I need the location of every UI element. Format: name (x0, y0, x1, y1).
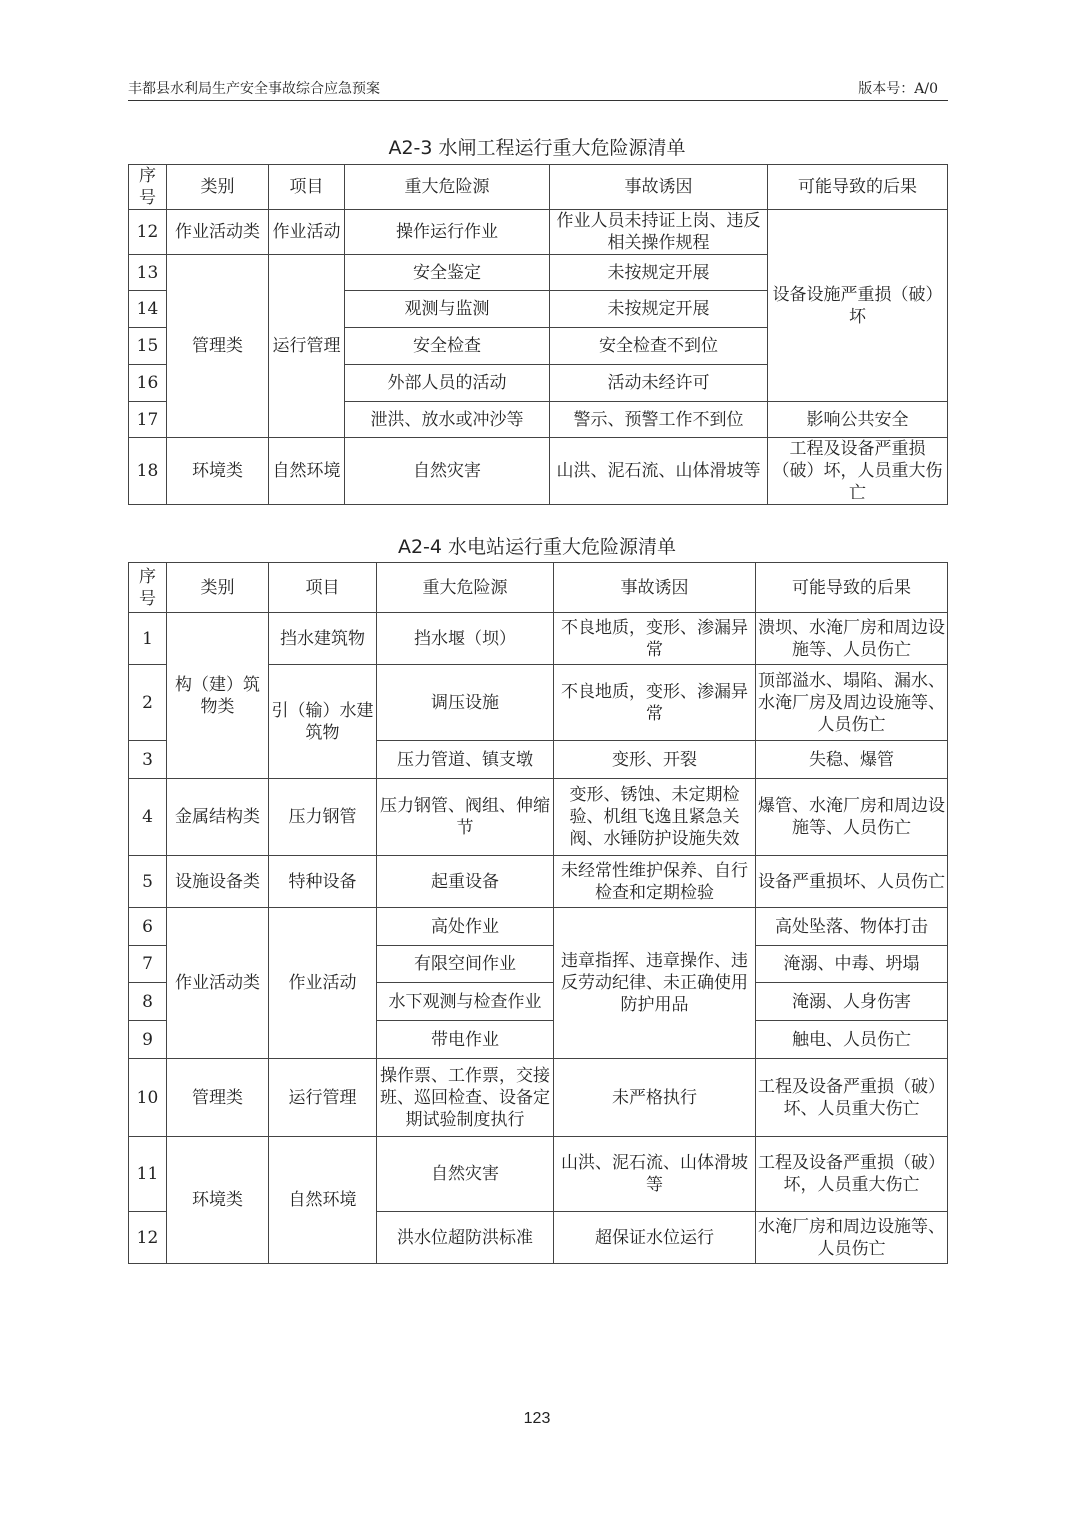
cause-cell: 违章指挥、违章操作、违反劳动纪律、未正确使用防护用品 (554, 908, 756, 1059)
consequence-cell: 失稳、爆管 (756, 741, 948, 779)
consequence-cell: 影响公共安全 (768, 402, 948, 438)
table-row (129, 856, 948, 908)
sluice-hazard-table (128, 164, 948, 505)
row-number: 5 (129, 856, 167, 908)
column-header: 项目 (269, 563, 377, 613)
category-cell: 设施设备类 (167, 856, 269, 908)
row-number: 8 (129, 983, 167, 1021)
hazard-cell: 安全鉴定 (345, 255, 550, 291)
hazard-cell: 外部人员的活动 (345, 365, 550, 402)
row-number: 17 (129, 402, 167, 438)
table2-title: A2-4 水电站运行重大危险源清单 (397, 536, 677, 558)
consequence-cell: 顶部溢水、塌陷、漏水、水淹厂房及周边设施等、人员伤亡 (756, 665, 948, 741)
hazard-cell: 自然灾害 (345, 438, 550, 505)
cause-cell: 未经常性维护保养、自行检查和定期检验 (554, 856, 756, 908)
page-header (128, 78, 948, 101)
consequence-cell: 水淹厂房和周边设施等、人员伤亡 (756, 1212, 948, 1264)
column-header: 类别 (167, 563, 269, 613)
row-number: 18 (129, 438, 167, 505)
item-cell: 自然环境 (269, 438, 345, 505)
row-number: 12 (129, 1212, 167, 1264)
item-cell: 作业活动 (269, 210, 345, 255)
hazard-cell: 洪水位超防洪标准 (377, 1212, 554, 1264)
consequence-cell: 工程及设备严重损（破）坏，人员重大伤亡 (756, 1137, 948, 1212)
cause-cell: 作业人员未持证上岗、违反相关操作规程 (550, 210, 768, 255)
column-header: 序号 (129, 563, 167, 613)
consequence-cell: 设备设施严重损（破）坏 (768, 210, 948, 402)
table-row (129, 908, 948, 946)
row-number: 13 (129, 255, 167, 291)
cause-cell: 变形、开裂 (554, 741, 756, 779)
table-row (129, 779, 948, 856)
cause-cell: 山洪、泥石流、山体滑坡等 (550, 438, 768, 505)
hazard-cell: 有限空间作业 (377, 946, 554, 983)
row-number: 2 (129, 665, 167, 741)
cause-cell: 山洪、泥石流、山体滑坡等 (554, 1137, 756, 1212)
row-number: 1 (129, 613, 167, 665)
category-cell: 作业活动类 (167, 210, 269, 255)
table-row (129, 613, 948, 665)
hazard-cell: 操作票、工作票，交接班、巡回检查、设备定期试验制度执行 (377, 1059, 554, 1137)
row-number: 4 (129, 779, 167, 856)
hazard-cell: 压力管道、镇支墩 (377, 741, 554, 779)
row-number: 6 (129, 908, 167, 946)
consequence-cell: 淹溺、人身伤害 (756, 983, 948, 1021)
consequence-cell: 触电、人员伤亡 (756, 1021, 948, 1059)
table1-title: A2-3 水闸工程运行重大危险源清单 (388, 137, 686, 159)
cause-cell: 不良地质，变形、渗漏异常 (554, 613, 756, 665)
consequence-cell: 工程及设备严重损（破）坏，人员重大伤亡 (768, 438, 948, 505)
table-row (129, 438, 948, 505)
consequence-cell: 溃坝、水淹厂房和周边设施等、人员伤亡 (756, 613, 948, 665)
item-cell: 挡水建筑物 (269, 613, 377, 665)
item-cell: 作业活动 (269, 908, 377, 1059)
page-number: 123 (523, 1410, 551, 1427)
column-header: 类别 (167, 165, 269, 210)
hydropower-hazard-table (128, 562, 948, 1264)
row-number: 10 (129, 1059, 167, 1137)
consequence-cell: 工程及设备严重损（破）坏、人员重大伤亡 (756, 1059, 948, 1137)
row-number: 9 (129, 1021, 167, 1059)
column-header: 项目 (269, 165, 345, 210)
category-cell: 环境类 (167, 1137, 269, 1264)
hazard-cell: 泄洪、放水或冲沙等 (345, 402, 550, 438)
category-cell: 环境类 (167, 438, 269, 505)
consequence-cell: 高处坠落、物体打击 (756, 908, 948, 946)
cause-cell: 未严格执行 (554, 1059, 756, 1137)
row-number: 15 (129, 328, 167, 365)
category-cell: 金属结构类 (167, 779, 269, 856)
column-header: 事故诱因 (550, 165, 768, 210)
hazard-cell: 观测与监测 (345, 291, 550, 328)
table-row (129, 1137, 948, 1212)
consequence-cell: 设备严重损坏、人员伤亡 (756, 856, 948, 908)
category-cell: 管理类 (167, 1059, 269, 1137)
item-cell: 运行管理 (269, 255, 345, 438)
row-number: 7 (129, 946, 167, 983)
consequence-cell: 淹溺、中毒、坍塌 (756, 946, 948, 983)
table-header-row (129, 563, 948, 613)
item-cell: 自然环境 (269, 1137, 377, 1264)
cause-cell: 变形、锈蚀、未定期检验、机组飞逸且紧急关阀、水锤防护设施失效 (554, 779, 756, 856)
item-cell: 引（输）水建筑物 (269, 665, 377, 779)
row-number: 12 (129, 210, 167, 255)
cause-cell: 安全检查不到位 (550, 328, 768, 365)
hazard-cell: 压力钢管、阀组、伸缩节 (377, 779, 554, 856)
category-cell: 构（建）筑物类 (167, 613, 269, 779)
table-row (129, 1059, 948, 1137)
hazard-cell: 带电作业 (377, 1021, 554, 1059)
column-header: 重大危险源 (345, 165, 550, 210)
item-cell: 运行管理 (269, 1059, 377, 1137)
hazard-cell: 安全检查 (345, 328, 550, 365)
item-cell: 特种设备 (269, 856, 377, 908)
cause-cell: 超保证水位运行 (554, 1212, 756, 1264)
column-header: 可能导致的后果 (768, 165, 948, 210)
row-number: 16 (129, 365, 167, 402)
category-cell: 作业活动类 (167, 908, 269, 1059)
cause-cell: 未按规定开展 (550, 291, 768, 328)
document-title: 丰都县水利局生产安全事故综合应急预案 (128, 81, 380, 97)
column-header: 序号 (129, 165, 167, 210)
category-cell: 管理类 (167, 255, 269, 438)
column-header: 可能导致的后果 (756, 563, 948, 613)
row-number: 14 (129, 291, 167, 328)
column-header: 重大危险源 (377, 563, 554, 613)
hazard-cell: 自然灾害 (377, 1137, 554, 1212)
table-row (129, 210, 948, 255)
version-number: 版本号：A/0 (858, 81, 938, 97)
cause-cell: 活动未经许可 (550, 365, 768, 402)
hazard-cell: 挡水堰（坝） (377, 613, 554, 665)
item-cell: 压力钢管 (269, 779, 377, 856)
table-header-row (129, 165, 948, 210)
cause-cell: 不良地质，变形、渗漏异常 (554, 665, 756, 741)
cause-cell: 未按规定开展 (550, 255, 768, 291)
hazard-cell: 高处作业 (377, 908, 554, 946)
column-header: 事故诱因 (554, 563, 756, 613)
consequence-cell: 爆管、水淹厂房和周边设施等、人员伤亡 (756, 779, 948, 856)
hazard-cell: 起重设备 (377, 856, 554, 908)
row-number: 11 (129, 1137, 167, 1212)
cause-cell: 警示、预警工作不到位 (550, 402, 768, 438)
row-number: 3 (129, 741, 167, 779)
hazard-cell: 水下观测与检查作业 (377, 983, 554, 1021)
hazard-cell: 操作运行作业 (345, 210, 550, 255)
hazard-cell: 调压设施 (377, 665, 554, 741)
